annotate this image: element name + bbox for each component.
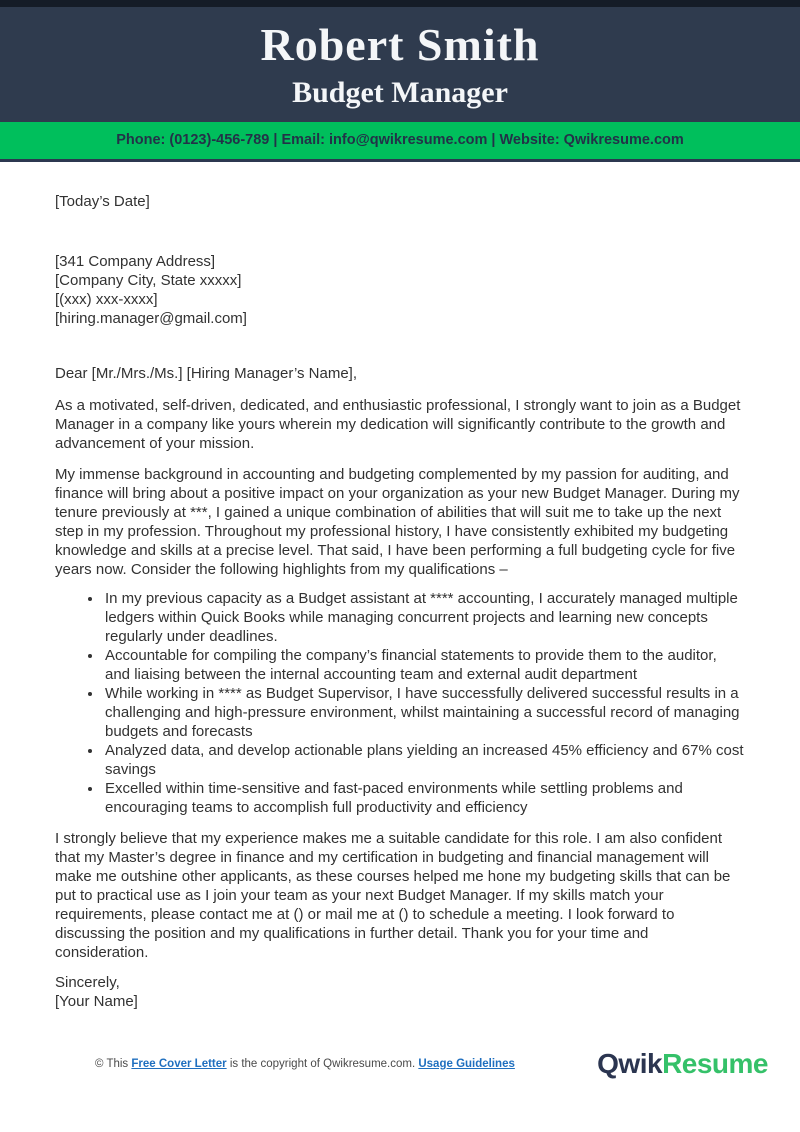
qualification-highlights-list	[55, 589, 745, 817]
contact-info-text: Phone: (0123)-456-789 | Email: info@qwikresume.com | Website: Qwikresume.com	[116, 132, 684, 148]
logo-text-resume: Resume	[662, 1048, 768, 1079]
closing-paragraph: I strongly believe that my experience makes me a suitable candidate for this role. I am also confident that my Master’s degree in finance and my certification in budgeting and financial management will make me outshine other applicants, as these courses helped me hone my budgeting skills that can be put to practical use as I join your team as your next Budget Manager. If my skills match your requirements, please contact me at () or mail me at () to schedule a meeting. I look forward to discussing the position and my qualifications in further detail. Thank you for your time and consideration.	[55, 830, 731, 961]
copyright-prefix: © This	[95, 1058, 132, 1070]
signoff-block	[55, 973, 745, 1011]
list-item: • Analyzed data, and develop actionable plans yielding an increased 45% efficiency and 67% cost savings	[103, 741, 745, 779]
company-address-block	[55, 252, 745, 328]
address-line: [(xxx) xxx-xxxx]	[55, 291, 158, 308]
date-placeholder: [Today’s Date]	[55, 193, 150, 210]
page-footer	[0, 1048, 800, 1080]
list-item: • While working in **** as Budget Supervisor, I have successfully delivered successful results in a challenging and high-pressure environment, whilst maintaining a successful record of managing budgets and forecasts	[103, 684, 745, 741]
list-item: • Accountable for compiling the company’s financial statements to provide them to the auditor, and liaising between the internal accounting team and external audit department	[103, 646, 745, 684]
candidate-name: Robert Smith	[260, 19, 540, 70]
signature-placeholder: [Your Name]	[55, 993, 138, 1010]
copyright-note	[95, 1058, 515, 1070]
usage-guidelines-link[interactable]: Usage Guidelines	[418, 1058, 515, 1070]
list-item: • In my previous capacity as a Budget assistant at **** accounting, I accurately managed multiple ledgers within Quick Books while managing concurrent projects and learning new concepts regularly under deadlines.	[103, 589, 745, 646]
letter-body	[0, 192, 800, 1011]
background-paragraph: My immense background in accounting and budgeting complemented by my passion for auditing, and finance will bring about a positive impact on your organization as your new Budget Manager. During my tenure previously at ***, I gained a unique combination of abilities that will suit me to take up the next step in my profession. Throughout my professional history, I have consistently exhibited my budgeting knowledge and skills at a precise level. That said, I have been performing a full budgeting cycle for five years now. Consider the following highlights from my qualifications –	[55, 466, 740, 578]
logo-text-qwik: Qwik	[597, 1048, 663, 1079]
intro-paragraph: As a motivated, self-driven, dedicated, and enthusiastic professional, I strongly want to join as a Budget Manager in a company like yours wherein my dedication will significantly contribute to the growth and advancement of your mission.	[55, 397, 741, 452]
copyright-middle: is the copyright of Qwikresume.com.	[226, 1058, 419, 1070]
salutation: Dear [Mr./Mrs./Ms.] [Hiring Manager’s Name],	[55, 365, 358, 382]
free-cover-letter-link[interactable]: Free Cover Letter	[131, 1058, 227, 1070]
list-item: • Excelled within time-sensitive and fast-paced environments while settling problems and encouraging teams to accomplish full productivity and efficiency	[103, 779, 745, 817]
signoff: Sincerely,	[55, 974, 120, 991]
address-line: [hiring.manager@gmail.com]	[55, 310, 247, 327]
top-border-strip	[0, 0, 800, 7]
address-line: [Company City, State xxxxx]	[55, 272, 242, 289]
qwikresume-logo	[597, 1048, 768, 1080]
letter-header	[0, 7, 800, 122]
candidate-job-title: Budget Manager	[292, 76, 508, 109]
address-line: [341 Company Address]	[55, 253, 216, 270]
contact-info-bar	[0, 122, 800, 162]
